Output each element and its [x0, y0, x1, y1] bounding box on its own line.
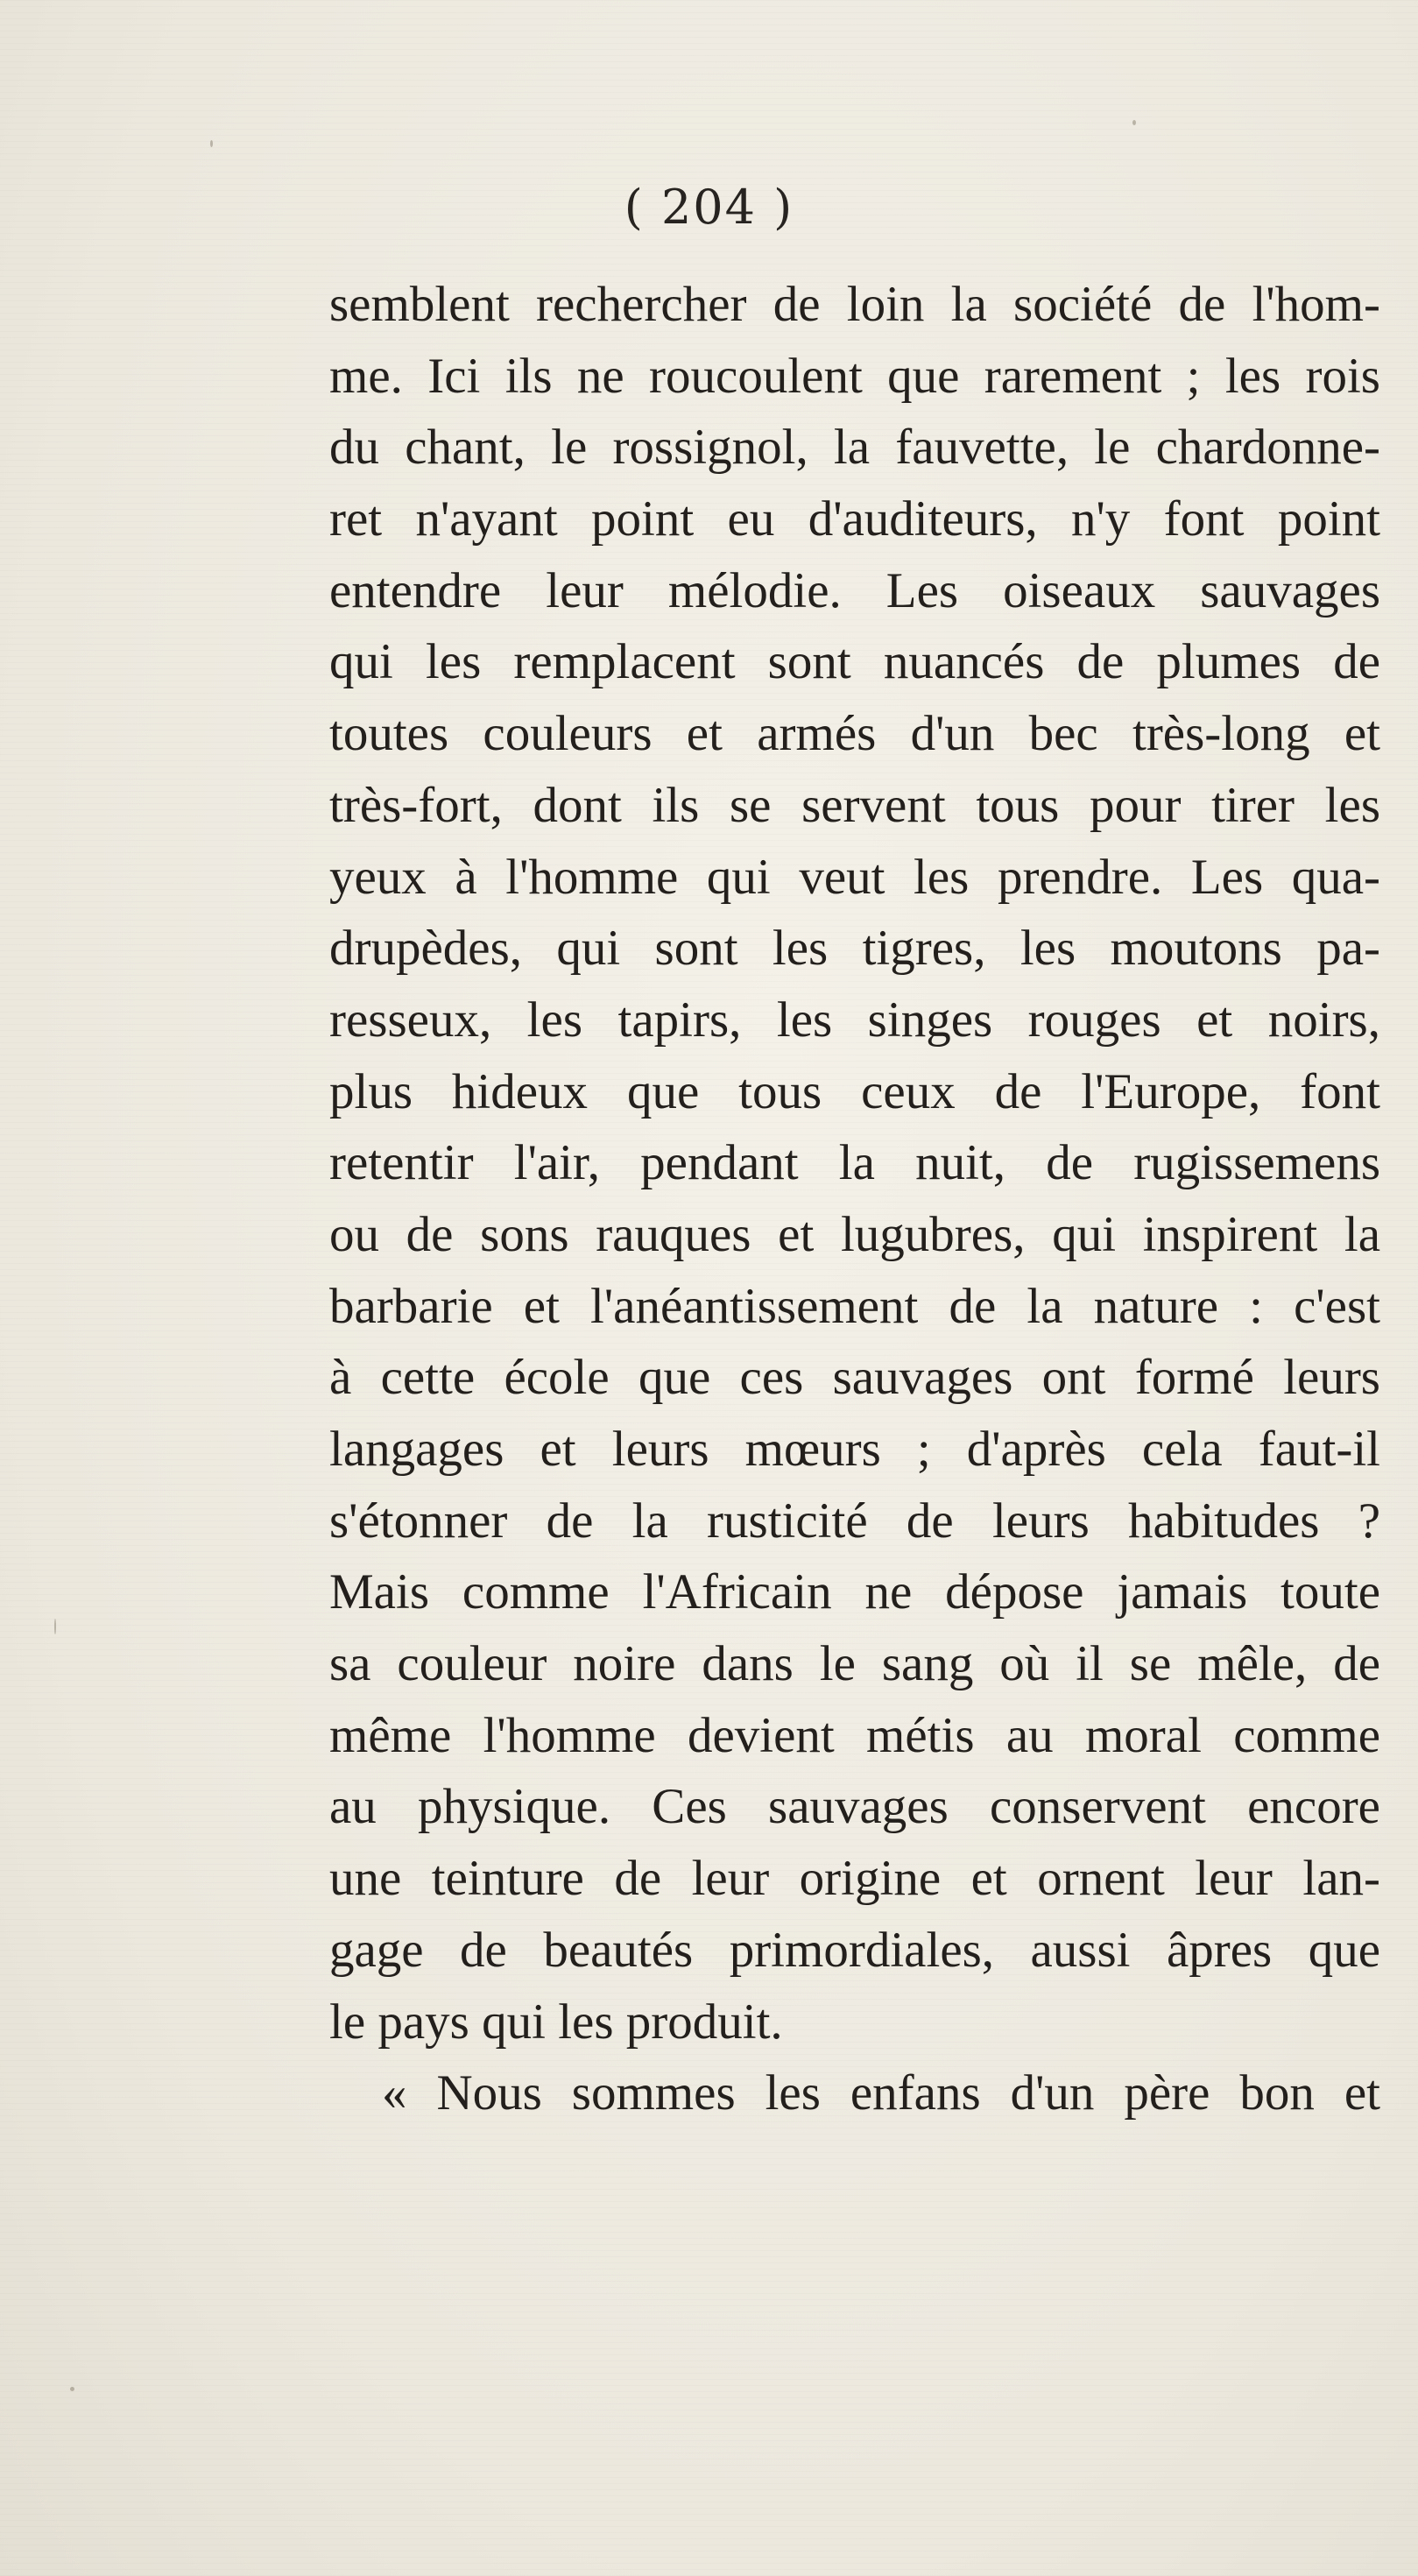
text-line: qui les remplacent sont nuancés de plumes de: [329, 634, 1380, 690]
paper-speck: [1132, 120, 1136, 125]
text-line: sa couleur noire dans le sang où il se mêle, de: [329, 1636, 1380, 1692]
text-line: drupèdes, qui sont les tigres, les moutons pa-: [329, 921, 1380, 977]
text-line: « Nous sommes les enfans d'un père bon et: [382, 2065, 1380, 2121]
text-line: ret n'ayant point eu d'auditeurs, n'y font point: [329, 491, 1380, 547]
body-text: [329, 269, 1380, 2129]
text-line: à cette école que ces sauvages ont formé leurs: [329, 1350, 1380, 1406]
paper-speck: [54, 1619, 56, 1634]
text-line: le pays qui les produit.: [329, 1994, 783, 2050]
text-line: au physique. Ces sauvages conservent encore: [329, 1779, 1380, 1835]
text-line: toutes couleurs et armés d'un bec très-long et: [329, 706, 1380, 762]
text-line: Mais comme l'Africain ne dépose jamais toute: [329, 1564, 1380, 1620]
text-line: du chant, le rossignol, la fauvette, le chardonne-: [329, 420, 1380, 476]
text-line: une teinture de leur origine et ornent leur lan-: [329, 1851, 1380, 1907]
paper-speck: [70, 2387, 74, 2391]
paper-speck: [210, 140, 213, 147]
page-number: ( 204 ): [624, 180, 794, 235]
text-line: s'étonner de la rusticité de leurs habitudes ?: [329, 1493, 1380, 1549]
text-line: barbarie et l'anéantissement de la nature : c'est: [329, 1278, 1380, 1334]
text-line: plus hideux que tous ceux de l'Europe, font: [329, 1063, 1380, 1119]
text-line: même l'homme devient métis au moral comme: [329, 1707, 1380, 1763]
text-line: ou de sons rauques et lugubres, qui inspirent la: [329, 1206, 1380, 1262]
text-line: entendre leur mélodie. Les oiseaux sauvages: [329, 562, 1380, 618]
text-line: gage de beautés primordiales, aussi âpres que: [329, 1922, 1380, 1978]
text-line: très-fort, dont ils se servent tous pour tirer les: [329, 777, 1380, 833]
text-line: resseux, les tapirs, les singes rouges et noirs,: [329, 992, 1380, 1048]
text-line: langages et leurs mœurs ; d'après cela faut-il: [329, 1422, 1380, 1477]
text-line: retentir l'air, pendant la nuit, de rugissemens: [329, 1135, 1380, 1191]
text-line: semblent rechercher de loin la société de l'hom-: [329, 277, 1380, 332]
text-line: me. Ici ils ne roucoulent que rarement ; les rois: [329, 348, 1380, 404]
text-line: yeux à l'homme qui veut les prendre. Les qua-: [329, 849, 1380, 905]
